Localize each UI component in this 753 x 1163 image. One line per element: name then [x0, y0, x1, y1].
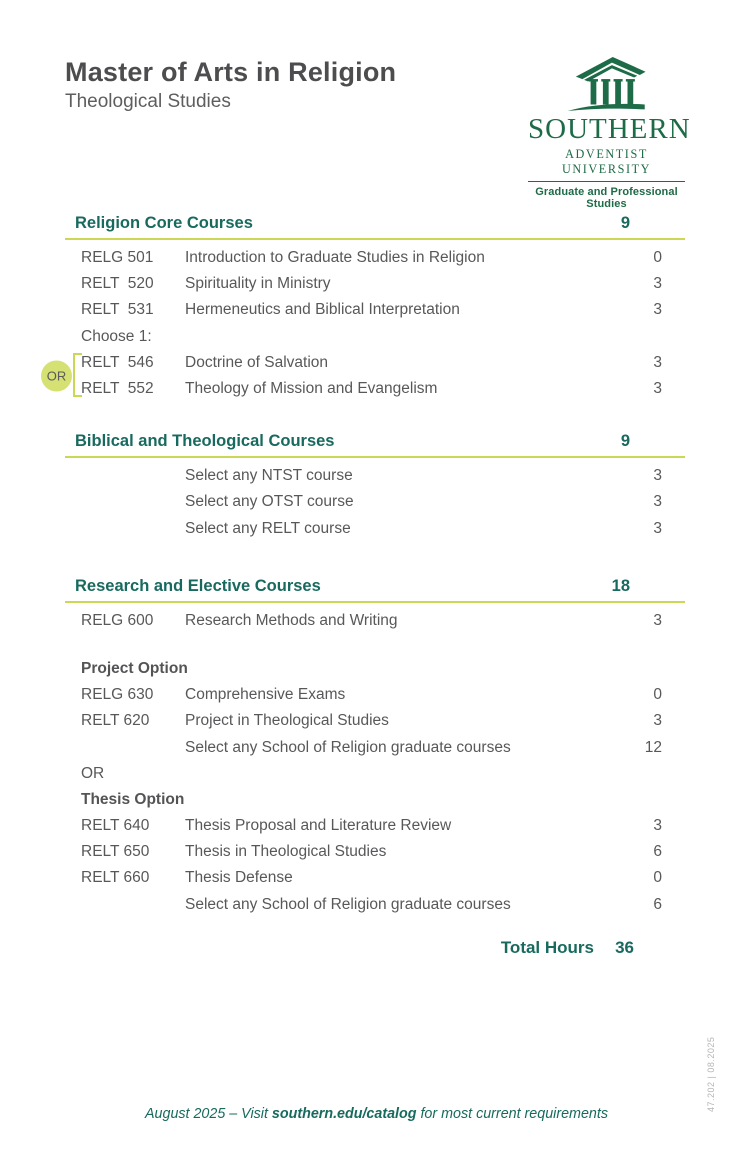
- course-hours: 6: [653, 895, 662, 913]
- section-divider: [65, 238, 685, 240]
- section-divider: [65, 456, 685, 458]
- section-title: Biblical and Theological Courses: [75, 432, 335, 451]
- course-row: [65, 608, 685, 634]
- course-hours: 3: [653, 519, 662, 537]
- section-header: [65, 429, 685, 451]
- course-title: Select any School of Religion graduate courses: [185, 738, 511, 756]
- course-row: [65, 297, 685, 323]
- course-code: RELT 546: [81, 353, 154, 371]
- total-hours-value: 36: [615, 937, 634, 957]
- course-title: Hermeneutics and Biblical Interpretation: [185, 301, 460, 319]
- page-subtitle: Theological Studies: [65, 91, 231, 112]
- course-code: RELT 640: [81, 817, 150, 835]
- section-divider: [65, 601, 685, 603]
- course-row: [65, 271, 685, 297]
- course-row: [65, 245, 685, 271]
- course-hours: 3: [653, 467, 662, 485]
- course-hours: 0: [653, 686, 662, 704]
- section-hours: 18: [611, 576, 630, 595]
- thesis-option-label: Thesis Option: [81, 790, 185, 808]
- course-title: Comprehensive Exams: [185, 686, 346, 704]
- requirements-content: [46, 211, 685, 958]
- section-hours: 9: [620, 214, 630, 232]
- course-row: [65, 463, 685, 489]
- thesis-option-subheader-row: [65, 787, 685, 813]
- columned-building-icon: [566, 55, 648, 113]
- or-label: OR: [81, 764, 105, 782]
- section-hours: 9: [620, 432, 630, 451]
- or-choice-group: [46, 350, 685, 402]
- course-code: RELG 501: [81, 249, 154, 267]
- course-title: Spirituality in Ministry: [185, 275, 331, 293]
- course-code: RELT 552: [81, 380, 154, 398]
- course-row: [65, 350, 685, 376]
- course-code: RELT 520: [81, 275, 154, 293]
- course-hours: 3: [653, 817, 662, 835]
- course-row: [65, 376, 685, 402]
- course-row: [65, 682, 685, 708]
- section-title: Research and Elective Courses: [75, 576, 321, 595]
- course-title: Project in Theological Studies: [185, 712, 389, 730]
- or-label-row: [65, 761, 685, 787]
- course-title: Thesis Defense: [185, 869, 293, 887]
- course-title: Thesis in Theological Studies: [185, 843, 387, 861]
- project-option-label: Project Option: [81, 659, 188, 677]
- logo-institution-subname: ADVENTIST UNIVERSITY: [528, 147, 685, 182]
- catalog-url-link[interactable]: southern.edu/catalog: [271, 1106, 417, 1122]
- total-hours-row: [65, 938, 685, 958]
- course-title: Thesis Proposal and Literature Review: [185, 817, 452, 835]
- course-title: Select any OTST course: [185, 493, 354, 511]
- course-title: Theology of Mission and Evangelism: [185, 380, 438, 398]
- course-hours: 0: [653, 249, 662, 267]
- course-hours: 3: [653, 380, 662, 398]
- course-row: [65, 489, 685, 515]
- course-code: RELT 660: [81, 869, 150, 887]
- section-title: Religion Core Courses: [75, 214, 253, 232]
- page-header: [65, 57, 396, 113]
- course-hours: 0: [653, 869, 662, 887]
- course-row: [65, 813, 685, 839]
- course-code: RELT 620: [81, 712, 150, 730]
- choose-label: Choose 1:: [81, 327, 152, 345]
- course-row: [65, 839, 685, 865]
- course-row: [65, 516, 685, 542]
- course-code: RELT 531: [81, 301, 154, 319]
- course-hours: 6: [653, 843, 662, 861]
- course-hours: 3: [653, 301, 662, 319]
- logo-division-name: Graduate and Professional Studies: [535, 186, 678, 210]
- choose-label-row: [65, 324, 685, 350]
- section-religion-core-courses: [46, 211, 685, 402]
- course-title: Select any RELT course: [185, 519, 351, 537]
- university-logo: [528, 55, 691, 210]
- section-header: [65, 574, 685, 596]
- course-title: Research Methods and Writing: [185, 611, 398, 629]
- document-version-code: 47.202 | 08.2025: [706, 1036, 716, 1112]
- course-hours: 3: [653, 275, 662, 293]
- course-row: [65, 734, 685, 760]
- course-hours: 3: [653, 353, 662, 371]
- course-code: RELG 600: [81, 611, 154, 629]
- course-title: Select any School of Religion graduate courses: [185, 895, 511, 913]
- total-hours-label: Total Hours: [500, 937, 594, 957]
- footer-text-suffix: for most current requirements: [416, 1106, 608, 1122]
- course-title: Introduction to Graduate Studies in Religion: [185, 249, 485, 267]
- section-biblical-theological-courses: [65, 429, 685, 542]
- catalog-footer-note: [0, 1106, 753, 1122]
- footer-text-prefix: August 2025 – Visit: [145, 1106, 272, 1122]
- row-spacer: [65, 634, 685, 656]
- course-hours: 3: [653, 712, 662, 730]
- course-code: RELG 630: [81, 686, 154, 704]
- project-option-subheader-row: [65, 656, 685, 682]
- course-title: Doctrine of Salvation: [185, 353, 329, 371]
- section-research-elective-courses: [65, 574, 685, 918]
- page-title: Master of Arts in Religion: [65, 57, 397, 87]
- course-code: RELT 650: [81, 843, 150, 861]
- section-header: [65, 211, 685, 233]
- or-bracket: [73, 353, 82, 397]
- course-row: [65, 892, 685, 918]
- course-row: [65, 865, 685, 891]
- course-row: [65, 708, 685, 734]
- course-hours: 3: [653, 611, 662, 629]
- or-badge: OR: [41, 360, 72, 391]
- logo-institution-name: SOUTHERN: [528, 113, 691, 145]
- course-title: Select any NTST course: [185, 467, 353, 485]
- course-hours: 3: [653, 493, 662, 511]
- course-hours: 12: [644, 738, 662, 756]
